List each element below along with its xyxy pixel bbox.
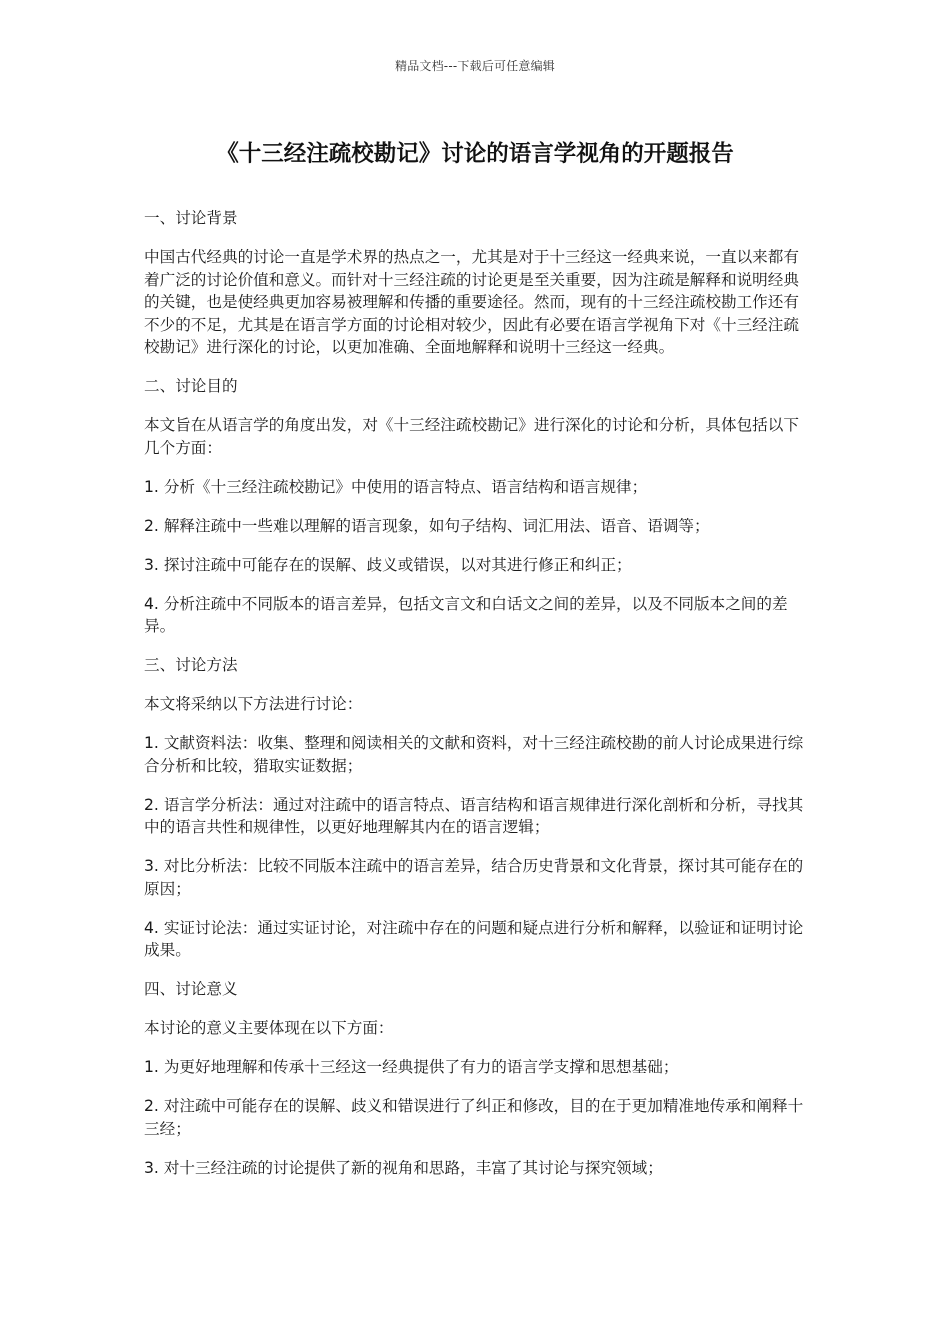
list-item: 1. 为更好地理解和传承十三经这一经典提供了有力的语言学支撑和思想基础； (144, 1058, 679, 1076)
list-item: 4. 分析注疏中不同版本的语言差异，包括文言文和白话文之间的差异，以及不同版本之间的差异。 (144, 594, 788, 635)
list-item: 2. 语言学分析法：通过对注疏中的语言特点、语言结构和语言规律进行深化剖析和分析，寻找其中的语言共性和规律性，以更好地理解其内在的语言逻辑； (144, 795, 804, 836)
list-item: 3. 探讨注疏中可能存在的误解、歧义或错误，以对其进行修正和纠正； (144, 555, 632, 574)
document-title: 《十三经注疏校勘记》讨论的语言学视角的开题报告 (216, 141, 734, 167)
paragraph: 本讨论的意义主要体现在以下方面： (144, 1019, 394, 1037)
document-body (144, 207, 806, 1196)
section-heading-purpose: 二、讨论目的 (144, 377, 238, 395)
list-item: 1. 分析《十三经注疏校勘记》中使用的语言特点、语言结构和语言规律； (144, 477, 648, 496)
header-note: 精品文档---下载后可任意编辑 (395, 59, 555, 73)
section-heading-method: 三、讨论方法 (144, 656, 238, 674)
section-heading-background: 一、讨论背景 (144, 209, 238, 227)
paragraph: 本文旨在从语言学的角度出发，对《十三经注疏校勘记》进行深化的讨论和分析，具体包括以下几个方面： (144, 416, 799, 457)
list-item: 2. 对注疏中可能存在的误解、歧义和错误进行了纠正和修改，目的在于更加精准地传承和阐释十三经； (144, 1097, 804, 1138)
section-heading-significance: 四、讨论意义 (144, 980, 238, 998)
paragraph: 本文将采纳以下方法进行讨论： (144, 695, 363, 713)
list-item: 2. 解释注疏中一些难以理解的语言现象，如句子结构、词汇用法、语音、语调等； (144, 516, 710, 535)
list-item: 4. 实证讨论法：通过实证讨论，对注疏中存在的问题和疑点进行分析和解释，以验证和证明讨论成果。 (144, 918, 804, 959)
list-item: 3. 对十三经注疏的讨论提供了新的视角和思路，丰富了其讨论与探究领域； (144, 1158, 663, 1177)
list-item: 3. 对比分析法：比较不同版本注疏中的语言差异，结合历史背景和文化背景，探讨其可能存在的原因； (144, 857, 804, 898)
list-item: 1. 文献资料法：收集、整理和阅读相关的文献和资料，对十三经注疏校勘的前人讨论成果进行综合分析和比较，猎取实证数据； (144, 734, 804, 775)
paragraph: 中国古代经典的讨论一直是学术界的热点之一，尤其是对于十三经这一经典来说，一直以来都有着广泛的讨论价值和意义。而针对十三经注疏的讨论更是至关重要，因为注疏是解释和说明经典的关键，也是使经典更加容易被理解和传播的重要途径。然而，现有的十三经注疏校勘工作还有不少的不足，尤其是在语言学方面的讨论相对较少，因此有必要在语言学视角下对《十三经注疏校勘记》进行深化的讨论，以更加准确、全面地解释和说明十三经这一经典。 (144, 248, 799, 356)
